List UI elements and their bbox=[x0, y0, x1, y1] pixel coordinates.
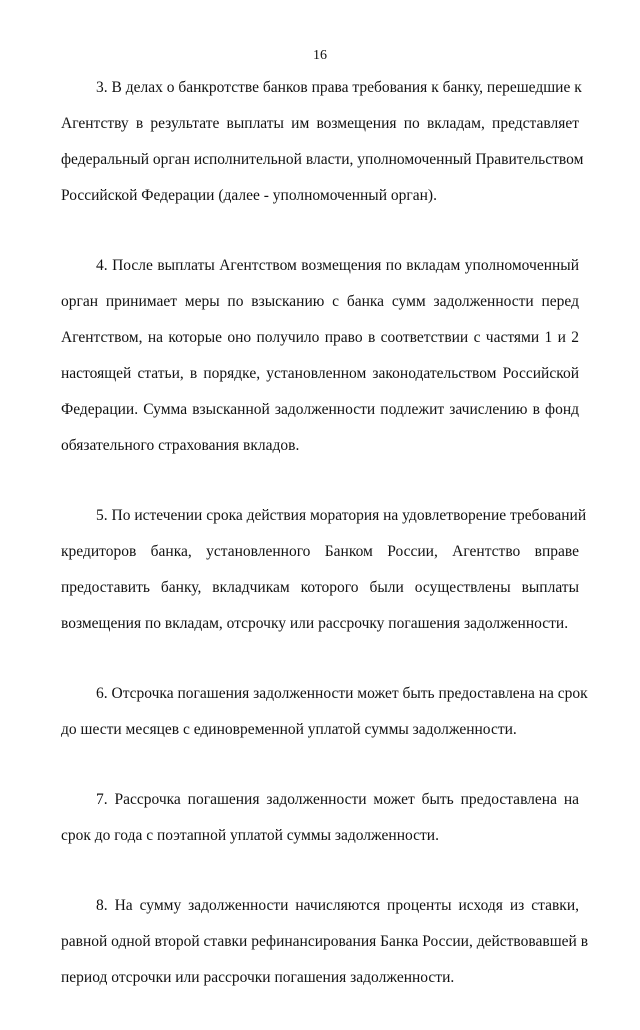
paragraph-line: Агентству в результате выплаты им возмещения по вкладам, представляет bbox=[61, 115, 579, 132]
paragraph-line: кредиторов банка, установленного Банком России, Агентство вправе bbox=[61, 543, 579, 560]
paragraph-line: федеральный орган исполнительной власти, уполномоченный Правительством bbox=[61, 151, 584, 168]
paragraph-3 bbox=[61, 70, 584, 214]
paragraph-8 bbox=[61, 888, 589, 996]
paragraph-line: орган принимает меры по взысканию с банка сумм задолженности перед bbox=[61, 293, 579, 310]
paragraph-line: срок до года с поэтапной уплатой суммы задолженности. bbox=[61, 827, 439, 844]
paragraph-line: период отсрочки или рассрочки погашения задолженности. bbox=[61, 969, 455, 986]
paragraph-line: 4. После выплаты Агентством возмещения по вкладам уполномоченный bbox=[96, 257, 579, 274]
paragraph-line: обязательного страхования вкладов. bbox=[61, 437, 300, 454]
paragraph-line: возмещения по вкладам, отсрочку или рассрочку погашения задолженности. bbox=[61, 615, 569, 632]
paragraph-line: 5. По истечении срока действия моратория на удовлетворение требований bbox=[96, 507, 587, 524]
paragraph-line: до шести месяцев с единовременной уплатой суммы задолженности. bbox=[61, 721, 517, 738]
paragraph-line: равной одной второй ставки рефинансирования Банка России, действовавшей в bbox=[61, 933, 589, 950]
paragraph-4 bbox=[61, 248, 579, 464]
paragraph-line: Российской Федерации (далее - уполномоченный орган). bbox=[61, 187, 437, 204]
paragraph-line: 3. В делах о банкротстве банков права требования к банку, перешедшие к bbox=[96, 79, 582, 96]
document-body bbox=[61, 70, 589, 1030]
paragraph-line: настоящей статьи, в порядке, установленном законодательством Российской bbox=[61, 365, 579, 382]
paragraph-line: 6. Отсрочка погашения задолженности может быть предоставлена на срок bbox=[96, 685, 588, 702]
page-number: 16 bbox=[313, 48, 327, 63]
paragraph-line: Агентством, на которые оно получило право в соответствии с частями 1 и 2 bbox=[61, 329, 579, 346]
paragraph-line: предоставить банку, вкладчикам которого были осуществлены выплаты bbox=[61, 579, 579, 596]
paragraph-6 bbox=[61, 676, 588, 748]
paragraph-line: 8. На сумму задолженности начисляются проценты исходя из ставки, bbox=[96, 897, 579, 914]
paragraph-7 bbox=[61, 782, 579, 854]
paragraph-5 bbox=[61, 498, 587, 642]
paragraph-line: Федерации. Сумма взысканной задолженности подлежит зачислению в фонд bbox=[61, 401, 579, 418]
paragraph-line: 7. Рассрочка погашения задолженности может быть предоставлена на bbox=[96, 791, 579, 808]
